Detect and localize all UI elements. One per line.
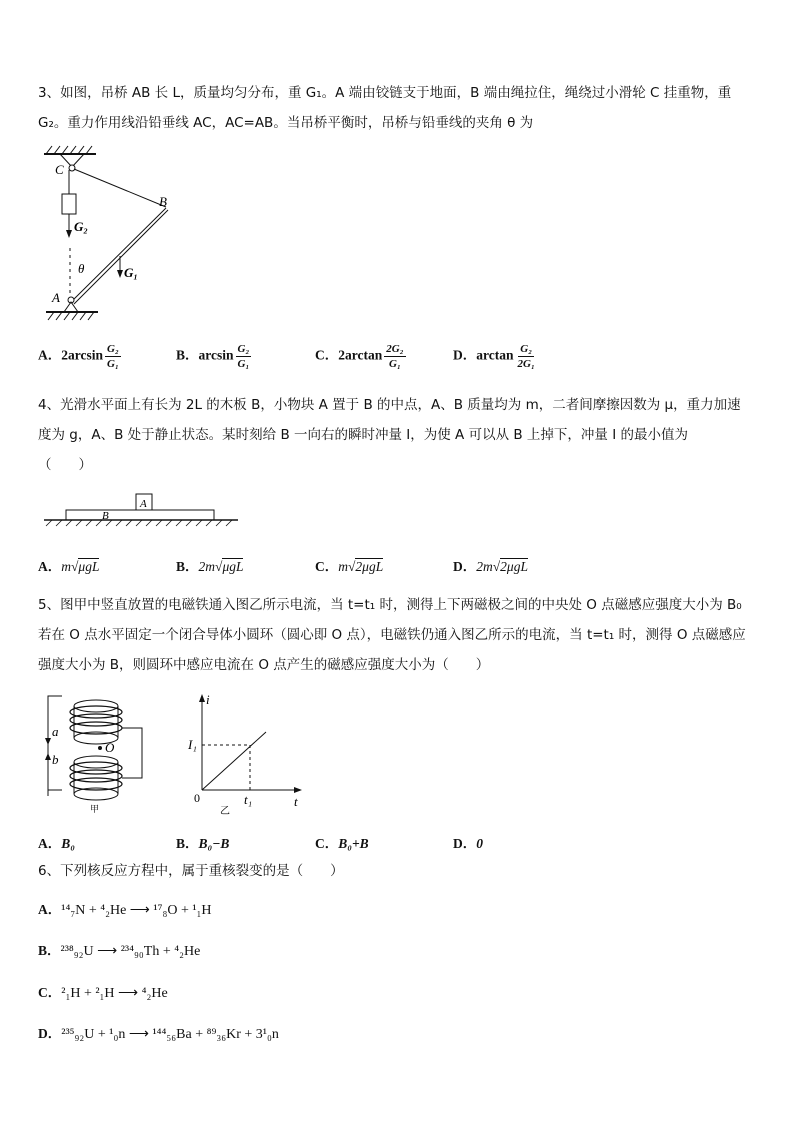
q5-label-jia: 甲 [90,804,100,814]
q5-label-i1: I₁ [188,737,197,752]
q5-option-d[interactable]: D．0 [453,836,483,851]
q5-label-a: a [52,724,59,739]
q5-stem [38,590,760,680]
q4-option-c[interactable]: C．m√2μgL [315,559,384,574]
q5-line3: 强度大小为 B，则圆环中感应电流在 O 点产生的磁感应强度大小为（ ） [38,657,490,673]
q3-label-a: A [52,290,60,305]
q3-label-g2: G₂ [74,219,88,234]
q4-line2: 度为 g，A、B 处于静止状态。某时刻给 B 一向右的瞬时冲量 I，为使 A 可以从 B 上掉下，冲量 I 的最小值为 [38,427,688,443]
q3-stem [38,78,760,138]
q4-stem [38,390,760,480]
q6-option-b[interactable]: B．²³⁸₉₂U ⟶ ²³⁴₉₀Th + ⁴₂He [38,943,201,959]
q5-figure-jia [38,690,158,820]
q6-option-d[interactable]: D．²³⁵₉₂U + ¹₀n ⟶ ¹⁴⁴₅₆Ba + ⁸⁹₃₆Kr + 3¹₀n [38,1026,279,1042]
q3-label-g1: G₁ [124,265,138,280]
q5-line2: 若在 O 点水平固定一个闭合导体小圆环（圆心即 O 点），电磁铁仍通入图乙所示的电流，当 t=t₁ 时，测得 O 点磁感应 [38,627,746,643]
q3-option-c[interactable]: C．2arctan $\frac{\text{2G₂}}{\text{G₁}}$ [315,343,404,370]
q3-line1: 3、如图，吊桥 AB 长 L，质量均匀分布，重 G₁。A 端由铰链支于地面，B 端由绳拉住，绳绕过小滑轮 C 挂重物，重 [38,85,732,101]
q5-figure-yi [186,690,316,820]
q3-figure [38,140,188,330]
q5-label-yi: 乙 [220,806,230,817]
q3-option-a[interactable]: A．2arcsin $\frac{\text{G₂}}{\text{G₁}}$ [38,343,119,370]
q4-label-a: A [140,498,147,510]
q4-option-b[interactable]: B．2m√μgL [176,559,244,574]
q5-label-t1: t₁ [244,792,253,807]
q5-label-i: i [206,692,210,707]
q5-line1: 5、图甲中竖直放置的电磁铁通入图乙所示电流，当 t=t₁ 时，测得上下两磁极之间的中央处 O 点磁感应强度大小为 B₀ [38,597,742,613]
q5-option-b[interactable]: B．B₀−B [176,836,230,851]
q4-figure [42,490,242,530]
q5-label-b: b [52,752,59,767]
q3-label-theta: θ [78,261,85,276]
q5-label-o: O [105,740,115,755]
q4-option-d[interactable]: D．2m√2μgL [453,559,528,574]
q6-stem: 6、下列核反应方程中，属于重核裂变的是（ ） [38,863,344,879]
q5-label-origin: 0 [194,791,200,805]
q4-option-a[interactable]: A．m√μgL [38,559,100,574]
q4-label-b: B [102,510,109,522]
q5-option-c[interactable]: C．B₀+B [315,836,369,851]
q6-option-a[interactable]: A．¹⁴₇N + ⁴₂He ⟶ ¹⁷₈O + ¹₁H [38,902,212,918]
q3-label-b: B [159,194,167,209]
q4-line1: 4、光滑水平面上有长为 2L 的木板 B，小物块 A 置于 B 的中点，A、B 质量均为 m，二者间摩擦因数为 μ，重力加速 [38,397,741,413]
q5-option-a[interactable]: A．B₀ [38,836,75,851]
q4-line3: （ ） [38,457,92,473]
q3-label-c: C [55,162,64,177]
q3-option-b[interactable]: B．arcsin $\frac{\text{G₂}}{\text{G₁}}$ [176,343,250,370]
q6-option-c[interactable]: C．²₁H + ²₁H ⟶ ⁴₂He [38,985,168,1001]
q5-label-t: t [294,794,298,809]
q3-line2: G₂。重力作用线沿铅垂线 AC，AC=AB。当吊桥平衡时，吊桥与铅垂线的夹角 θ 为 [38,115,534,131]
q3-option-d[interactable]: D．arctan $\frac{\text{G₂}}{\text{2G₁}}$ [453,343,535,370]
